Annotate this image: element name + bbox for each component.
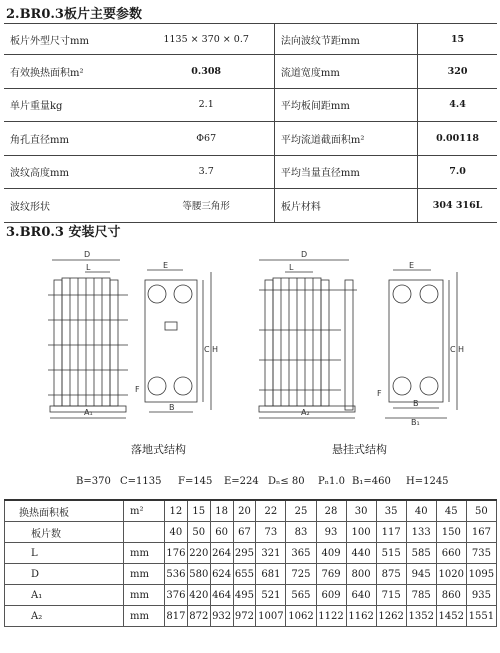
- dims-cell: 220: [187, 543, 210, 564]
- spec-dn: Dₙ≤ 80: [268, 476, 305, 487]
- dims-cell: 117: [376, 522, 406, 543]
- dims-cell: 50: [187, 522, 210, 543]
- param-label: 板片材料: [274, 189, 417, 223]
- dims-cell: 972: [233, 606, 256, 627]
- dims-cell: 1007: [256, 606, 286, 627]
- param-label: 板片外型尺寸mm: [4, 24, 138, 55]
- dims-row-label: A₁: [5, 585, 124, 606]
- dims-cell: 321: [256, 543, 286, 564]
- param-row: [4, 122, 497, 156]
- port-top-left-icon: [148, 285, 166, 303]
- dims-cell: 93: [316, 522, 346, 543]
- dims-cell: 18: [210, 500, 233, 522]
- port-bottom-left-icon-hanging: [393, 377, 411, 395]
- dims-cell: 409: [316, 543, 346, 564]
- dims-cell: 1452: [436, 606, 466, 627]
- dims-cell: 295: [233, 543, 256, 564]
- dims-cell: 73: [256, 522, 286, 543]
- port-top-right-icon-hanging: [420, 285, 438, 303]
- dim-label-e: E: [163, 262, 169, 270]
- caption-hanging-structure: 悬挂式结构: [332, 443, 387, 456]
- dims-cell: 932: [210, 606, 233, 627]
- param-value: 1135 × 370 × 0.7: [138, 24, 274, 55]
- dims-cell: 565: [286, 585, 316, 606]
- dims-cell: 715: [376, 585, 406, 606]
- dims-cell: 420: [187, 585, 210, 606]
- spec-e: E=224: [224, 476, 259, 487]
- dims-cell: 624: [210, 564, 233, 585]
- dims-cell: 1062: [286, 606, 316, 627]
- dims-cell: 935: [466, 585, 496, 606]
- dim-label-h: H: [212, 345, 219, 354]
- dims-row-label: L: [5, 543, 124, 564]
- dims-cell: 945: [406, 564, 436, 585]
- section-2-title: 2.BR0.3板片主要参数: [6, 7, 142, 22]
- dims-cell: 365: [286, 543, 316, 564]
- port-top-left-icon-hanging: [393, 285, 411, 303]
- param-row: [4, 24, 497, 55]
- dims-row-label: 板片数: [5, 522, 124, 543]
- dims-cell: 15: [187, 500, 210, 522]
- dims-cell: 167: [466, 522, 496, 543]
- caption-floor-structure: 落地式结构: [131, 443, 186, 456]
- section-3-title: 3.BR0.3 安装尺寸: [6, 225, 121, 240]
- dims-cell: 875: [376, 564, 406, 585]
- param-value: 0.00118: [418, 122, 497, 156]
- param-value: 0.308: [138, 55, 274, 89]
- port-top-right-icon: [174, 285, 192, 303]
- dims-row-label: A₂: [5, 606, 124, 627]
- hanging-front-view-drawing: [375, 262, 470, 427]
- dims-cell: 817: [165, 606, 188, 627]
- param-label: 单片重量kg: [4, 88, 138, 122]
- param-label: 平均流道截面积m²: [274, 122, 417, 156]
- param-label: 波纹高度mm: [4, 155, 138, 189]
- dim-label-l: L: [86, 263, 91, 272]
- dims-cell: 1162: [346, 606, 376, 627]
- dims-cell: 1020: [436, 564, 466, 585]
- dims-cell: 20: [233, 500, 256, 522]
- dims-cell: 50: [466, 500, 496, 522]
- spec-f: F=145: [178, 476, 213, 487]
- dims-row: [5, 522, 497, 543]
- param-label: 法向波纹节距mm: [274, 24, 417, 55]
- movable-frame-plate: [110, 280, 118, 406]
- dims-cell: 22: [256, 500, 286, 522]
- param-label: 角孔直径mm: [4, 122, 138, 156]
- dims-row-label: D: [5, 564, 124, 585]
- dims-row-label: 换热面积板: [5, 500, 124, 522]
- dim-label-d-hanging: D: [301, 250, 308, 259]
- dims-cell: 735: [466, 543, 496, 564]
- port-bottom-right-icon-hanging: [420, 377, 438, 395]
- param-value: 3.7: [138, 155, 274, 189]
- dims-cell: 35: [376, 500, 406, 522]
- dims-cell: 1095: [466, 564, 496, 585]
- dims-cell: 464: [210, 585, 233, 606]
- dims-row-unit: mm: [124, 585, 165, 606]
- fixed-frame-plate: [54, 280, 62, 406]
- dims-row-unit: mm: [124, 543, 165, 564]
- installation-dimensions-table: [4, 499, 497, 627]
- dim-label-a2: A₂: [301, 408, 310, 417]
- param-value: 等腰三角形: [138, 189, 274, 223]
- param-row: [4, 189, 497, 223]
- param-label: 有效换热面积m²: [4, 55, 138, 89]
- dims-cell: 495: [233, 585, 256, 606]
- dim-label-c: C: [204, 345, 210, 354]
- dim-label-h-hanging: H: [458, 345, 465, 354]
- param-label: 流道宽度mm: [274, 55, 417, 89]
- param-value: 320: [418, 55, 497, 89]
- dim-label-f-hanging: F: [377, 389, 382, 398]
- nameplate: [165, 322, 177, 330]
- dims-cell: 1262: [376, 606, 406, 627]
- param-label: 波纹形状: [4, 189, 138, 223]
- param-row: [4, 88, 497, 122]
- dims-row: [5, 564, 497, 585]
- dim-label-f: F: [135, 385, 140, 394]
- dims-cell: 585: [406, 543, 436, 564]
- dims-header-row: [5, 500, 497, 522]
- dims-cell: 60: [210, 522, 233, 543]
- dims-row-unit: mm: [124, 606, 165, 627]
- support-column: [345, 280, 353, 410]
- spec-pn: Pₙ1.0: [318, 476, 345, 487]
- dims-cell: 40: [165, 522, 188, 543]
- param-value: Φ67: [138, 122, 274, 156]
- port-bottom-right-icon: [174, 377, 192, 395]
- dims-cell: 376: [165, 585, 188, 606]
- param-label: 平均当量直径mm: [274, 155, 417, 189]
- dims-cell: 45: [436, 500, 466, 522]
- dims-row-unit: m²: [124, 500, 165, 522]
- dim-label-e-hanging: E: [409, 262, 415, 270]
- spec-b1: B₁=460: [352, 476, 391, 487]
- spec-b: B=370: [76, 476, 111, 487]
- spec-h: H=1245: [406, 476, 449, 487]
- spec-c: C=1135: [120, 476, 162, 487]
- dims-cell: 800: [346, 564, 376, 585]
- param-row: [4, 55, 497, 89]
- dims-row-unit: [124, 522, 165, 543]
- dims-row: [5, 543, 497, 564]
- dims-cell: 150: [436, 522, 466, 543]
- dims-cell: 785: [406, 585, 436, 606]
- dims-cell: 1352: [406, 606, 436, 627]
- param-row: [4, 155, 497, 189]
- dims-cell: 536: [165, 564, 188, 585]
- hanging-side-view-drawing: [245, 250, 365, 425]
- param-value: 15: [418, 24, 497, 55]
- dims-row: [5, 585, 497, 606]
- dims-cell: 440: [346, 543, 376, 564]
- dims-cell: 640: [346, 585, 376, 606]
- dims-cell: 860: [436, 585, 466, 606]
- dims-cell: 872: [187, 606, 210, 627]
- dims-cell: 769: [316, 564, 346, 585]
- frame-plate-outline: [145, 280, 197, 402]
- param-value: 7.0: [418, 155, 497, 189]
- dims-cell: 1122: [316, 606, 346, 627]
- dim-label-d: D: [84, 250, 91, 259]
- floor-front-view-drawing: [135, 262, 225, 422]
- dims-cell: 28: [316, 500, 346, 522]
- param-label: 平均板间距mm: [274, 88, 417, 122]
- param-value: 304 316L: [418, 189, 497, 223]
- floor-side-view-drawing: [40, 250, 140, 425]
- dim-label-c-hanging: C: [450, 345, 456, 354]
- dims-cell: 609: [316, 585, 346, 606]
- dim-label-l-hanging: L: [289, 263, 294, 272]
- dims-cell: 580: [187, 564, 210, 585]
- dims-cell: 521: [256, 585, 286, 606]
- dims-cell: 67: [233, 522, 256, 543]
- dims-row-unit: mm: [124, 564, 165, 585]
- dims-row: [5, 606, 497, 627]
- dim-label-b-hanging: B: [413, 399, 419, 408]
- dims-cell: 133: [406, 522, 436, 543]
- param-value: 2.1: [138, 88, 274, 122]
- dims-cell: 100: [346, 522, 376, 543]
- dims-cell: 264: [210, 543, 233, 564]
- dims-cell: 12: [165, 500, 188, 522]
- dims-cell: 1551: [466, 606, 496, 627]
- dims-cell: 655: [233, 564, 256, 585]
- dims-cell: 515: [376, 543, 406, 564]
- dims-cell: 681: [256, 564, 286, 585]
- dim-label-b: B: [169, 403, 175, 412]
- param-value: 4.4: [418, 88, 497, 122]
- dims-cell: 40: [406, 500, 436, 522]
- dims-cell: 25: [286, 500, 316, 522]
- dim-label-b1: B₁: [411, 418, 420, 427]
- port-bottom-left-icon: [148, 377, 166, 395]
- dims-cell: 83: [286, 522, 316, 543]
- dims-cell: 725: [286, 564, 316, 585]
- dims-cell: 30: [346, 500, 376, 522]
- dims-cell: 660: [436, 543, 466, 564]
- dim-label-a1: A₁: [84, 408, 93, 417]
- plate-parameters-table: [4, 23, 497, 223]
- dims-cell: 176: [165, 543, 188, 564]
